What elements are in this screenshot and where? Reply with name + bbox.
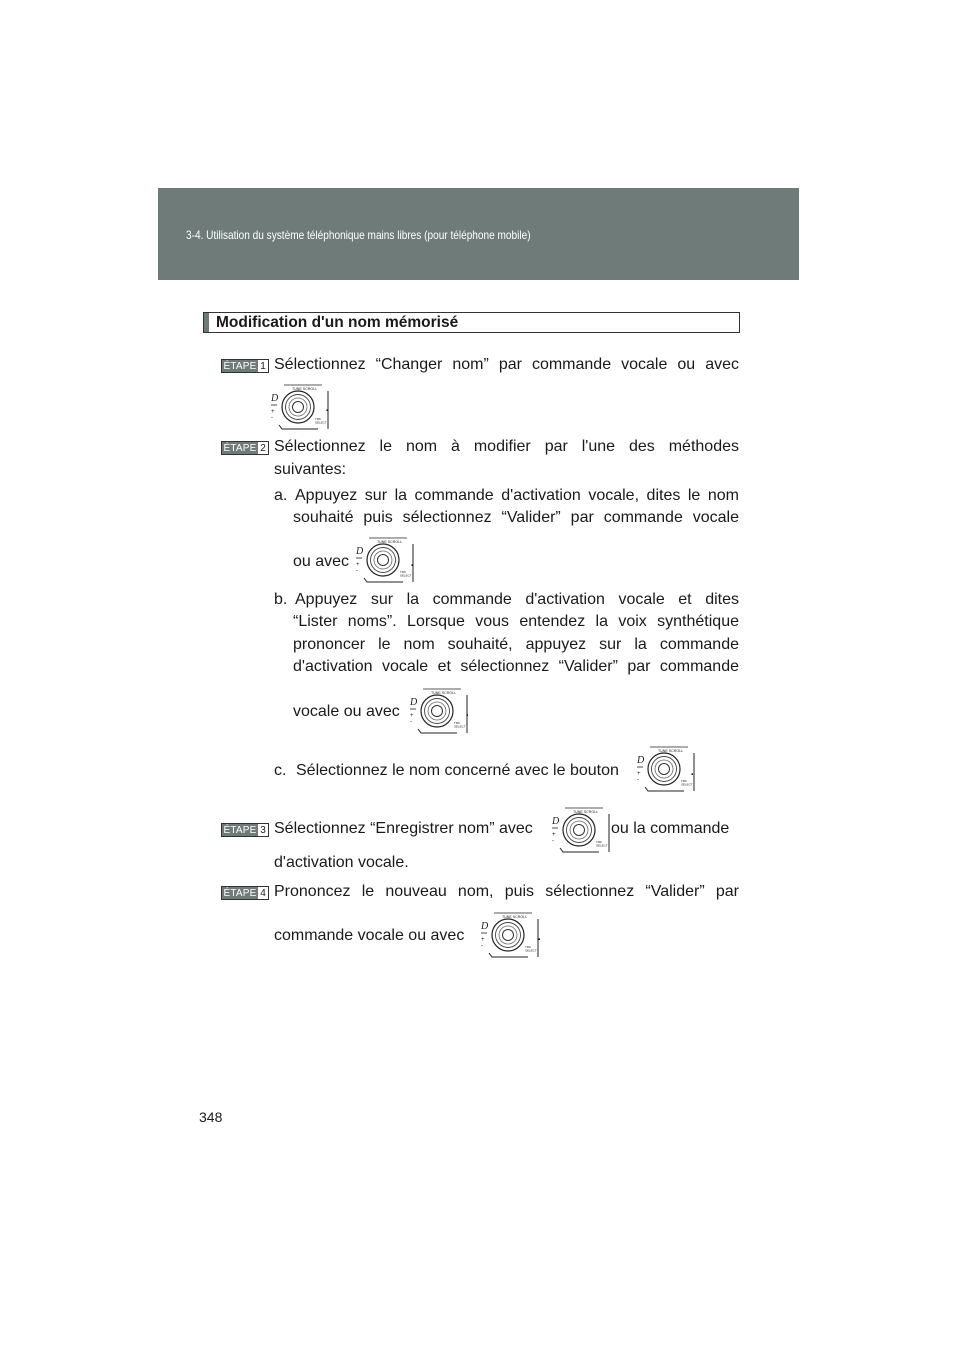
option-b-line5: vocale ou avec: [293, 703, 400, 720]
option-a-line1: Appuyez sur la commande d'activation vocale, dites le nom: [295, 487, 739, 504]
option-c-line1: Sélectionnez le nom concerné avec le bouton: [296, 762, 619, 779]
page-number: 348: [199, 1109, 223, 1125]
tune-scroll-knob-icon: [480, 911, 544, 961]
step-badge-label: ÉTAPE: [223, 442, 257, 454]
chapter-breadcrumb: 3-4. Utilisation du système téléphonique mains libres (pour téléphone mobile): [186, 228, 531, 242]
section-title: Modification d'un nom mémorisé: [216, 314, 459, 331]
option-b-line2: “Lister noms”. Lorsque vous entendez la voix synthétique: [293, 613, 739, 630]
step-1-text-line2: .: [325, 398, 330, 415]
step-badge-label: ÉTAPE: [223, 360, 257, 372]
step-badge-number: 1: [258, 360, 268, 372]
option-b-line5-end: .: [465, 703, 470, 720]
step-3-text-line2: d'activation vocale.: [274, 854, 409, 871]
step-badge-number: 4: [258, 887, 268, 899]
step-3-text-line1: Sélectionnez “Enregistrer nom” avec: [274, 820, 533, 837]
step-badge-label: ÉTAPE: [223, 824, 257, 836]
step-4-text-line2: commande vocale ou avec: [274, 927, 465, 944]
option-a-line3: ou avec: [293, 553, 350, 570]
option-b-line4: d'activation vocale et sélectionnez “Valider” par commande: [293, 658, 739, 675]
section-title-stripe: [204, 313, 209, 332]
step-2-text-line1: Sélectionnez le nom à modifier par l'une des méthodes: [274, 438, 739, 455]
option-b-line3: prononcer le nom souhaité, appuyez sur la commande: [293, 636, 739, 653]
step-badge-2: [221, 441, 269, 455]
step-badge-number: 3: [258, 824, 268, 836]
step-badge-number: 2: [258, 442, 268, 454]
step-4-text-line2-end: .: [537, 927, 542, 944]
step-3-text-line1-end: ou la commande: [611, 820, 730, 837]
step-badge-label: ÉTAPE: [223, 887, 257, 899]
section-title-box: [203, 312, 740, 333]
option-c-marker: c.: [274, 762, 287, 779]
step-badge-4: [221, 886, 269, 900]
chapter-header-bar: [158, 188, 799, 280]
step-4-text-line1: Prononcez le nouveau nom, puis sélectionnez “Valider” par: [274, 883, 739, 900]
step-1-text-line1: Sélectionnez “Changer nom” par commande vocale ou avec: [274, 356, 739, 373]
option-b-marker: b.: [274, 591, 288, 608]
option-a-marker: a.: [274, 487, 288, 504]
tune-scroll-knob-icon: [551, 806, 615, 856]
step-badge-1: [221, 359, 269, 373]
tune-scroll-knob-icon: [409, 687, 473, 737]
option-a-line2: souhaité puis sélectionnez “Valider” par commande vocale: [293, 509, 739, 526]
option-b-line1: Appuyez sur la commande d'activation vocale et dites: [295, 591, 739, 608]
option-c-line1-end: .: [690, 762, 695, 779]
step-2-text-line2: suivantes:: [274, 461, 347, 478]
option-a-line3-end: .: [410, 553, 415, 570]
step-badge-3: [221, 823, 269, 837]
